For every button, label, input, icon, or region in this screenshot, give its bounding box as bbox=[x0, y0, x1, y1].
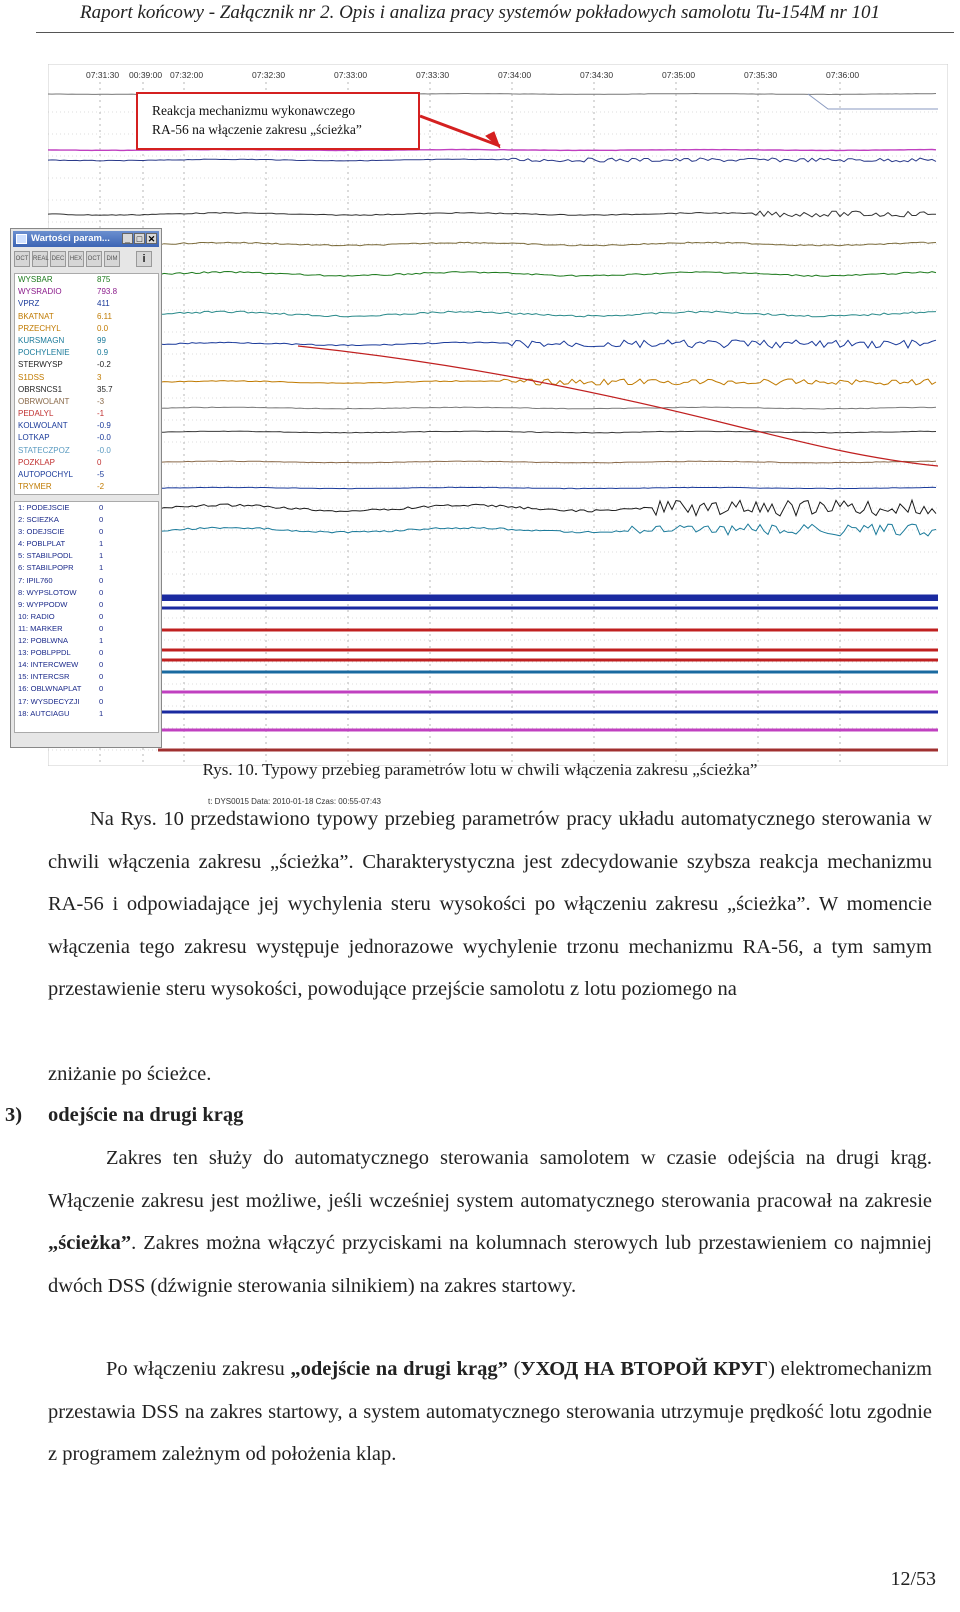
mode-button-dec[interactable]: DEC bbox=[50, 251, 66, 267]
close-button[interactable]: ✕ bbox=[147, 234, 156, 244]
signal-value: 0 bbox=[99, 527, 104, 537]
signal-row bbox=[15, 526, 158, 538]
signal-value: 0 bbox=[99, 648, 104, 658]
figure-caption: Rys. 10. Typowy przebieg parametrów lotu w chwili włączenia zakresu „ścieżka” bbox=[202, 760, 758, 779]
section-heading bbox=[5, 1094, 243, 1137]
signal-name: 6: STABILPOPR bbox=[18, 563, 74, 573]
signal-value: 1 bbox=[99, 551, 104, 561]
signal-row bbox=[15, 635, 158, 647]
signal-name: 18: AUTCIAGU bbox=[18, 708, 70, 718]
param-row bbox=[15, 432, 158, 444]
param-row bbox=[15, 286, 158, 298]
time-tick-label: 07:34:30 bbox=[580, 70, 614, 80]
signal-value: 0 bbox=[99, 587, 104, 597]
section-title: odejście na drugi krąg bbox=[48, 1104, 244, 1126]
param-name: OBRWOLANT bbox=[18, 396, 70, 406]
paragraph-3-bold-2: УХОД НА ВТОРОЙ КРУГ bbox=[520, 1358, 769, 1380]
signal-value: 0 bbox=[99, 515, 104, 525]
signal-row bbox=[15, 671, 158, 683]
maximize-button[interactable]: □ bbox=[134, 233, 145, 244]
param-value: -1 bbox=[97, 409, 105, 419]
mode-button-oct-2[interactable]: OCT bbox=[86, 251, 102, 267]
signal-value: 0 bbox=[99, 623, 104, 633]
param-value: -0.0 bbox=[97, 433, 111, 443]
signal-row bbox=[15, 599, 158, 611]
param-row bbox=[15, 298, 158, 310]
param-value: 411 bbox=[97, 299, 110, 309]
param-name: S1DSS bbox=[18, 372, 45, 382]
mode-button-oct[interactable]: OCT bbox=[14, 251, 30, 267]
param-row bbox=[15, 396, 158, 408]
param-name: OBRSNCS1 bbox=[18, 384, 63, 394]
param-name: VPRZ bbox=[18, 299, 40, 309]
signal-row bbox=[15, 696, 158, 708]
time-axis bbox=[48, 64, 948, 86]
param-row bbox=[15, 347, 158, 359]
param-row bbox=[15, 445, 158, 457]
param-name: STATECZPOZ bbox=[18, 445, 70, 455]
signal-value: 0 bbox=[99, 684, 104, 694]
param-row bbox=[15, 457, 158, 469]
page-number: 12/53 bbox=[890, 1568, 936, 1590]
param-name: LOTKAP bbox=[18, 433, 50, 443]
paragraph-2 bbox=[48, 1137, 932, 1307]
signal-row bbox=[15, 647, 158, 659]
param-row bbox=[15, 372, 158, 384]
time-tick-label: 07:32:00 bbox=[170, 70, 204, 80]
param-value: 6.11 bbox=[97, 311, 112, 321]
signal-row bbox=[15, 514, 158, 526]
signal-name: 12: POBLWNA bbox=[18, 636, 69, 646]
parameter-values-window[interactable] bbox=[10, 228, 162, 748]
signal-value: 1 bbox=[99, 636, 104, 646]
param-value: -3 bbox=[97, 396, 105, 406]
info-icon[interactable]: i bbox=[136, 251, 152, 267]
param-value: -0.0 bbox=[97, 445, 111, 455]
param-value: -0.9 bbox=[97, 421, 111, 431]
signal-name: 1: PODEJSCIE bbox=[18, 503, 70, 512]
param-value: 35.7 bbox=[97, 384, 113, 394]
callout-line-1: Reakcja mechanizmu wykonawczego bbox=[152, 103, 356, 118]
signal-row bbox=[15, 708, 158, 720]
signal-value: 1 bbox=[99, 563, 104, 573]
param-row bbox=[15, 323, 158, 335]
param-value: 0.9 bbox=[97, 348, 109, 358]
signal-row bbox=[15, 550, 158, 562]
signal-name: 17: WYSDECYZJI bbox=[18, 696, 80, 706]
paragraph-1: Na Rys. 10 przedstawiono typowy przebieg parametrów pracy układu automatycznego sterowania w chwili włączenia zakresu „ścieżka”. Charakterystyczna jest zdecydowanie szybsza reakcja mechanizmu RA-56 i odpowiadające jej wychylenia steru wysokości po włączeniu zakresu „ścieżka”. W momencie włączenia tego zakresu występuje jednorazowe wychylenie trzonu mechanizmu RA-56, a tym samym przestawienie steru wysokości, powodujące przejście samolotu z lotu poziomego na bbox=[48, 808, 932, 1000]
param-name: STERWYSP bbox=[18, 360, 63, 370]
param-name: POCHYLENIE bbox=[18, 348, 70, 358]
signal-row bbox=[15, 502, 158, 514]
signal-name: 2: SCIEZKA bbox=[18, 515, 59, 525]
signal-name: 9: WYPPODW bbox=[18, 599, 68, 609]
time-tick-label: 07:32:30 bbox=[252, 70, 286, 80]
paragraph-2-text-b: . Zakres można włączyć przyciskami na kolumnach sterowych lub przestawieniem co najmniej dwóch DSS (dźwignie sterowania silnikiem) na zakres startowy. bbox=[48, 1232, 932, 1297]
signal-value: 0 bbox=[99, 696, 104, 706]
mode-button-dim[interactable]: DIM bbox=[104, 251, 120, 267]
param-row bbox=[15, 384, 158, 396]
param-row bbox=[15, 420, 158, 432]
param-value: -2 bbox=[97, 482, 105, 492]
param-value: 0.0 bbox=[97, 323, 109, 333]
paragraph-2-bold: „ścieżka” bbox=[48, 1232, 132, 1254]
signal-row bbox=[15, 683, 158, 695]
param-row bbox=[15, 481, 158, 493]
signal-name: 10: RADIO bbox=[18, 611, 55, 621]
time-tick-label: 07:35:30 bbox=[744, 70, 778, 80]
header-divider bbox=[36, 32, 954, 33]
param-name: WYSBAR bbox=[18, 275, 53, 284]
signal-value: 0 bbox=[99, 660, 104, 670]
window-title: Wartości param... bbox=[31, 233, 110, 244]
paragraph-1-last-line: zniżanie po ścieżce. bbox=[48, 1063, 212, 1085]
param-name: BKATNAT bbox=[18, 311, 54, 321]
param-value: -0.2 bbox=[97, 360, 111, 370]
param-row bbox=[15, 469, 158, 481]
signal-row bbox=[15, 659, 158, 671]
param-name: TRYMER bbox=[18, 482, 52, 492]
section-number: 3) bbox=[5, 1104, 23, 1126]
minimize-button[interactable]: _ bbox=[122, 233, 133, 244]
mode-button-hex[interactable]: HEX bbox=[68, 251, 84, 267]
paragraph-3-paren: ( bbox=[507, 1358, 521, 1380]
param-value: 3 bbox=[97, 372, 102, 382]
time-tick-label: 00:39:00 bbox=[129, 70, 163, 80]
param-name: KURSMAGN bbox=[18, 335, 65, 345]
signal-name: 15: INTERCSR bbox=[18, 672, 70, 682]
signal-row bbox=[15, 575, 158, 587]
signal-value: 0 bbox=[99, 599, 104, 609]
param-value: 99 bbox=[97, 335, 106, 345]
paragraph-3-text-b: ) elektromechanizm przestawia DSS na zakres startowy, a system automatycznego sterowania utrzymuje prędkość lotu zgodnie z programem zależnym od położenia klap. bbox=[48, 1358, 932, 1465]
signal-name: 3: ODEJSCIE bbox=[18, 527, 65, 537]
param-name: PRZECHYL bbox=[18, 323, 61, 333]
callout-box bbox=[136, 92, 420, 150]
paragraph-3-text-a: Po włączeniu zakresu bbox=[106, 1358, 291, 1380]
signal-name: 11: MARKER bbox=[18, 623, 63, 633]
signal-value: 0 bbox=[99, 672, 104, 682]
signal-value: 0 bbox=[99, 575, 104, 585]
param-row bbox=[15, 359, 158, 371]
time-tick-label: 07:35:00 bbox=[662, 70, 696, 80]
display-mode-toolbar bbox=[14, 251, 152, 267]
callout-line-2: RA-56 na włączenie zakresu „ścieżka” bbox=[152, 122, 362, 137]
param-row bbox=[15, 408, 158, 420]
signal-row bbox=[15, 538, 158, 550]
signal-row bbox=[15, 623, 158, 635]
status-bar: t: DYS0015 Data: 2010-01-18 Czas: 00:55-07:43 bbox=[208, 797, 381, 806]
signal-name: 13: POBLPPDL bbox=[18, 648, 71, 658]
window-app-icon bbox=[16, 234, 27, 244]
param-value: -5 bbox=[97, 470, 105, 479]
paragraph-3 bbox=[48, 1348, 932, 1476]
time-tick-label: 07:36:00 bbox=[826, 70, 860, 80]
param-row bbox=[15, 311, 158, 323]
paragraph-2-text-a: Zakres ten służy do automatycznego sterowania samolotem w czasie odejścia na drugi krąg. Włączenie zakresu jest możliwe, jeśli wcześniej system automatycznego sterowania pracował na zakresie bbox=[48, 1147, 932, 1212]
flight-parameter-plot bbox=[48, 64, 948, 766]
param-name: WYSRADIO bbox=[18, 287, 62, 297]
param-row bbox=[15, 274, 158, 286]
param-name: AUTOPOCHYL bbox=[18, 470, 73, 479]
signal-value: 0 bbox=[99, 611, 104, 621]
param-name: POZKLAP bbox=[18, 457, 55, 467]
page-header: Raport końcowy - Załącznik nr 2. Opis i analiza pracy systemów pokładowych samolotu Tu-154M nr 101 bbox=[79, 2, 881, 23]
signal-name: 14: INTERCWEW bbox=[18, 660, 79, 670]
signal-row bbox=[15, 611, 158, 623]
signal-name: 16: OBLWNAPLAT bbox=[18, 684, 82, 694]
parameter-list bbox=[14, 273, 159, 495]
param-value: 0 bbox=[97, 457, 102, 467]
param-name: PEDALYL bbox=[18, 409, 54, 419]
param-value: 793.8 bbox=[97, 287, 118, 297]
signal-value: 1 bbox=[99, 708, 104, 718]
signal-name: 5: STABILPODL bbox=[18, 551, 73, 561]
time-tick-label: 07:33:30 bbox=[416, 70, 450, 80]
signal-value: 1 bbox=[99, 539, 104, 549]
paragraph-3-bold-1: „odejście na drugi krąg” bbox=[290, 1358, 508, 1380]
signal-row bbox=[15, 562, 158, 574]
signal-name: 4: POBLPLAT bbox=[18, 539, 66, 549]
signal-name: 8: WYPSLOTOW bbox=[18, 587, 77, 597]
param-value: 875 bbox=[97, 275, 111, 284]
discrete-signal-list bbox=[14, 501, 159, 733]
signal-value: 0 bbox=[99, 503, 104, 512]
window-titlebar[interactable] bbox=[13, 231, 159, 247]
param-name: KOLWOLANT bbox=[18, 421, 68, 431]
mode-button-real[interactable]: REAL bbox=[32, 251, 48, 267]
signal-name: 7: IPIL760 bbox=[18, 575, 53, 585]
time-tick-label: 07:31:30 bbox=[86, 70, 120, 80]
param-row bbox=[15, 335, 158, 347]
time-tick-label: 07:33:00 bbox=[334, 70, 368, 80]
time-tick-label: 07:34:00 bbox=[498, 70, 532, 80]
signal-row bbox=[15, 587, 158, 599]
